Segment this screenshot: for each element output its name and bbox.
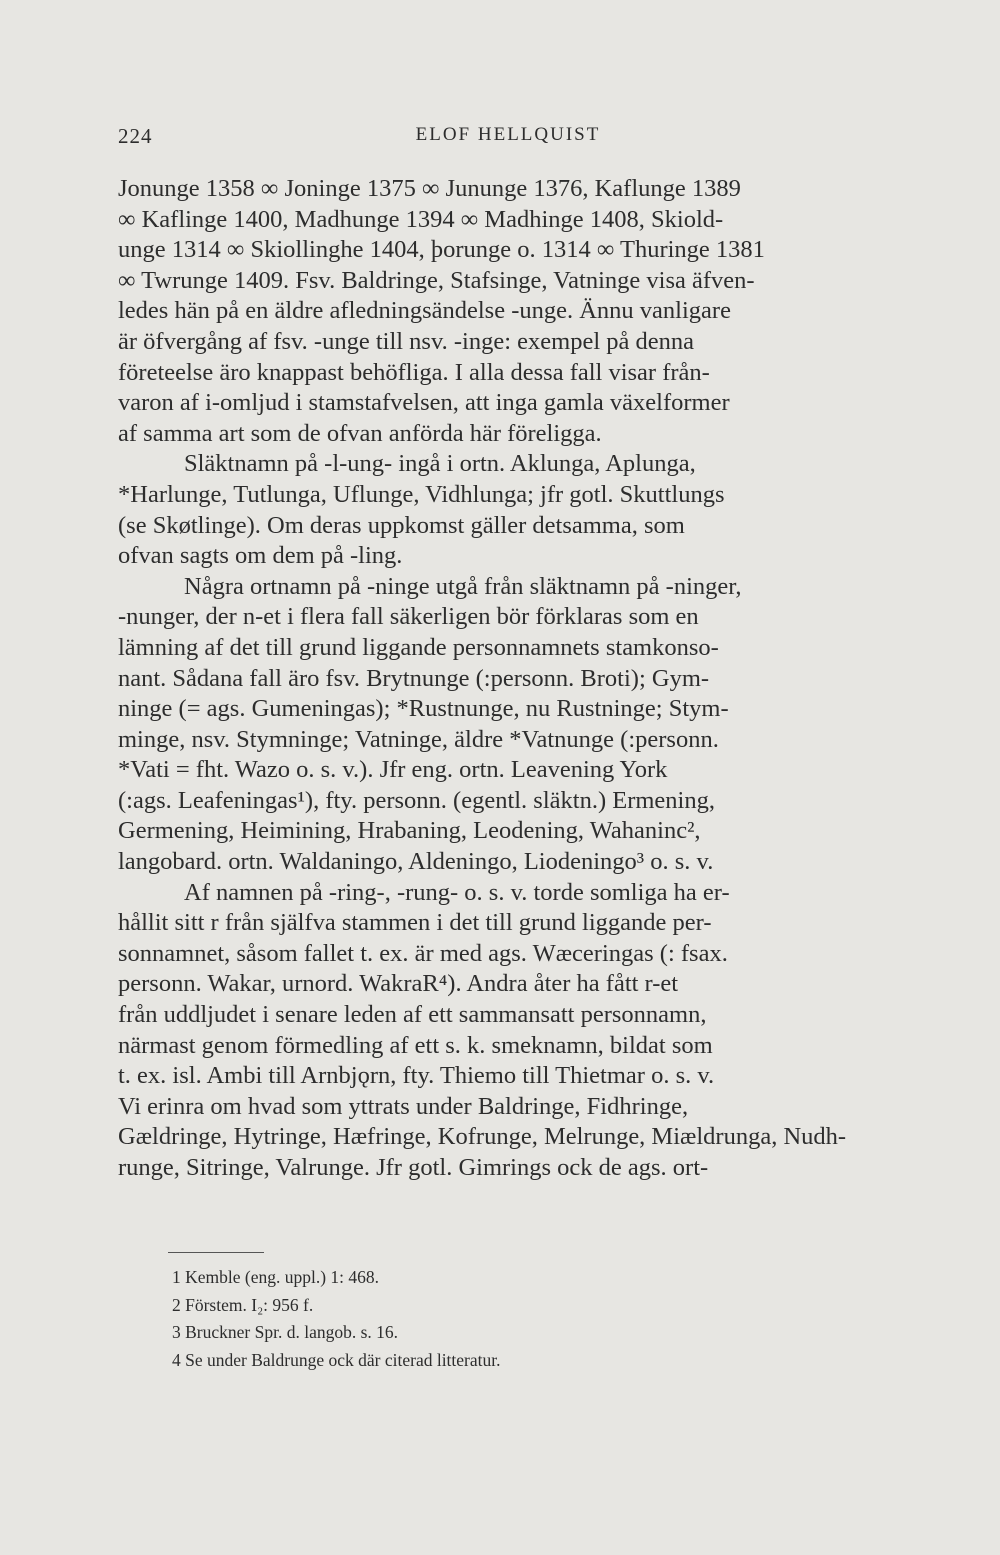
text-line: *Vati = fht. Wazo o. s. v.). Jfr eng. ortn. Leavening York [118,756,668,784]
text-line: ninge (= ags. Gumeningas); *Rustnunge, nu Rustninge; Stym- [118,695,729,723]
text-line: nant. Sådana fall äro fsv. Brytnunge (:personn. Broti); Gym- [118,664,710,692]
text-line: Jonunge 1358 ∞ Joninge 1375 ∞ Jununge 1376, Kaflunge 1389 [118,175,741,202]
footnote: 2 Förstem. I₂: 956 f. [172,1294,314,1315]
text-line: Några ortnamn på -ninge utgå från släktnamn på -ninger, [184,572,742,600]
text-line: af samma art som de ofvan anförda här föreligga. [118,419,602,447]
text-line: -nunger, der n-et i flera fall säkerligen bör förklaras som en [118,603,699,631]
text-line: minge, nsv. Stymninge; Vatninge, äldre *Vatnunge (:personn. [118,725,719,753]
text-line: närmast genom förmedling af ett s. k. smeknamn, bildat som [118,1031,713,1059]
text-line: t. ex. isl. Ambi till Arnbjǫrn, fty. Thiemo till Thietmar o. s. v. [118,1062,715,1090]
text-line: Germening, Heimining, Hrabaning, Leodening, Wahaninc², [118,817,701,845]
text-line: sonnamnet, såsom fallet t. ex. är med ags. Wæceringas (: fsax. [118,939,728,967]
text-line: ledes hän på en äldre afledningsändelse -unge. Ännu vanligare [118,297,731,325]
page-header [118,124,898,156]
text-line: företeelse äro knappast behöfliga. I alla dessa fall visar från- [118,358,710,386]
text-line: ofvan sagts om dem på -ling. [118,542,403,570]
footnote: 3 Bruckner Spr. d. langob. s. 16. [172,1322,399,1342]
text-line: är öfvergång af fsv. -unge till nsv. -inge: exempel på denna [118,327,695,355]
text-line: *Harlunge, Tutlunga, Uflunge, Vidhlunga; jfr gotl. Skuttlungs [118,480,725,508]
text-line: ∞ Twrunge 1409. Fsv. Baldringe, Stafsinge, Vatninge visa äfven- [118,266,755,294]
text-line: unge 1314 ∞ Skiollinghe 1404, þorunge o. 1314 ∞ Thuringe 1381 [118,236,765,264]
footnote-rule [168,1252,264,1253]
text-line: Släktnamn på -l-ung- ingå i ortn. Aklunga, Aplunga, [184,450,696,478]
footnote: 1 Kemble (eng. uppl.) 1: 468. [172,1267,380,1287]
text-line: personn. Wakar, urnord. WakraR⁴). Andra åter ha fått r-et [118,970,679,998]
text-line: från uddljudet i senare leden af ett sammansatt personnamn, [118,1001,707,1029]
text-line: langobard. ortn. Waldaningo, Aldeningo, Liodeningo³ o. s. v. [118,848,714,876]
text-line: Vi erinra om hvad som yttrats under Baldringe, Fidhringe, [118,1092,689,1120]
body-text [118,174,898,1184]
text-line: runge, Sitringe, Valrunge. Jfr gotl. Gimrings ock de ags. ort- [118,1154,709,1181]
text-line: (se Skøtlinge). Om deras uppkomst gäller detsamma, som [118,511,685,539]
footnote: 4 Se under Baldrunge ock där citerad litteratur. [172,1349,501,1370]
text-line: (:ags. Leafeningas¹), fty. personn. (egentl. släktn.) Ermening, [118,786,715,814]
text-line: hållit sitt r från själfva stammen i det till grund liggande per- [118,909,712,937]
text-line: Af namnen på -ring-, -rung- o. s. v. torde somliga ha er- [184,878,730,906]
text-line: ∞ Kaflinge 1400, Madhunge 1394 ∞ Madhinge 1408, Skiold- [118,205,724,233]
running-title: ELOF HELLQUIST [415,124,601,145]
page-number: 224 [118,124,153,148]
text-line: varon af i-omljud i stamstafvelsen, att inga gamla växelformer [118,389,730,417]
text-line: lämning af det till grund liggande personnamnets stamkonso- [118,633,719,661]
footnotes [172,1264,872,1374]
text-line: Gældringe, Hytringe, Hæfringe, Kofrunge, Melrunge, Miældrunga, Nudh- [118,1123,847,1151]
